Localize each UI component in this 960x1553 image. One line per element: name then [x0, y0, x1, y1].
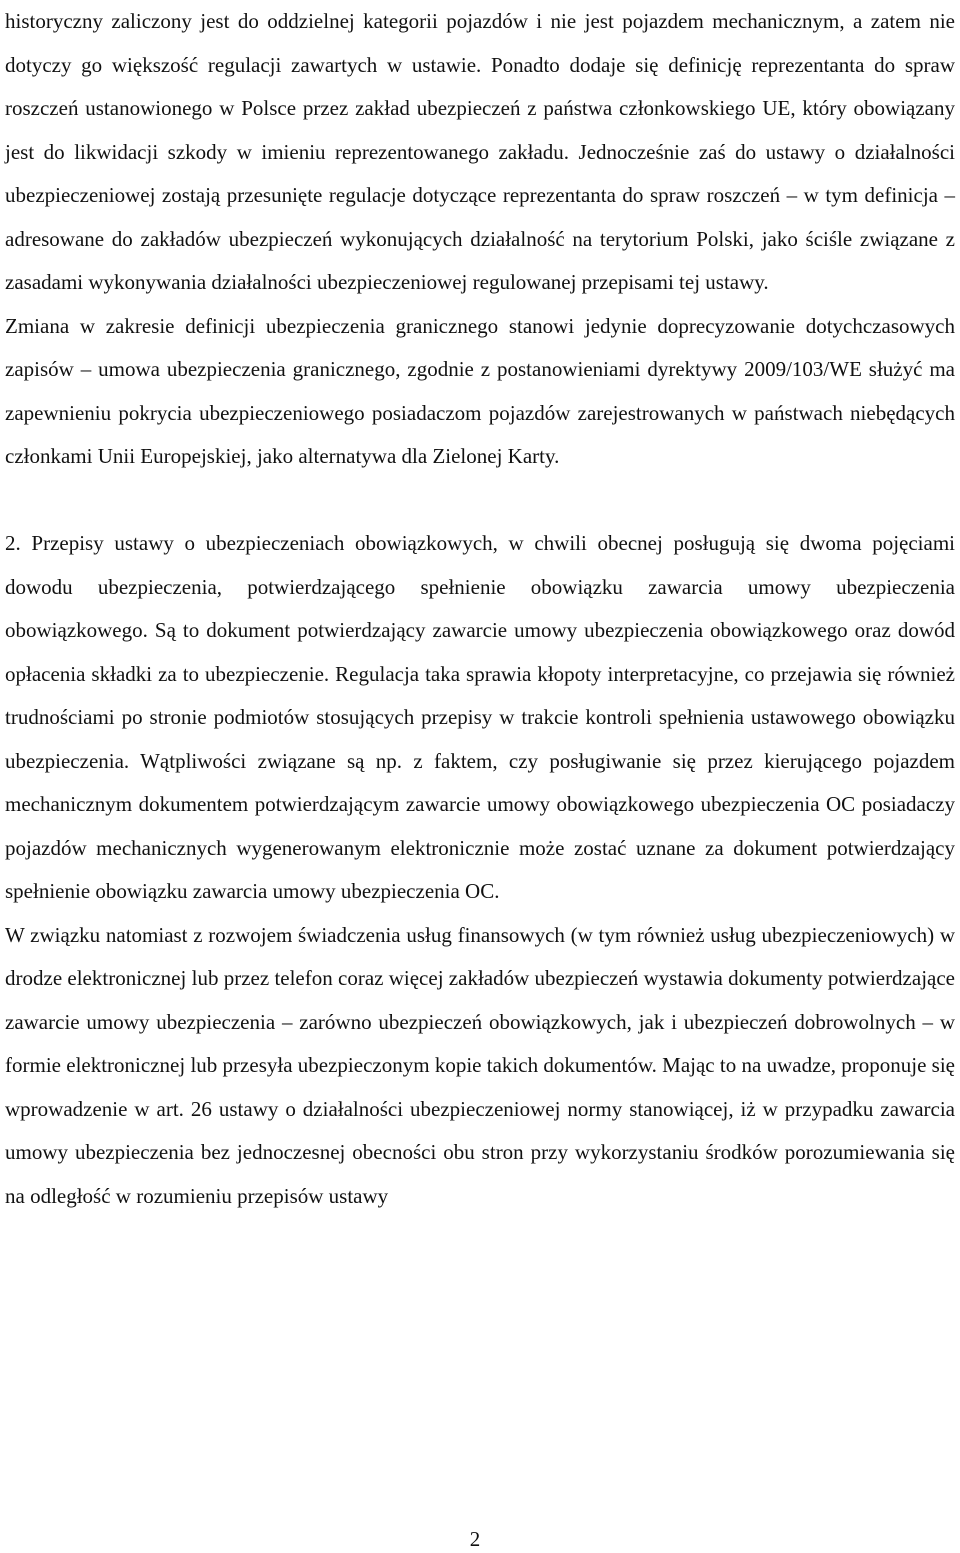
document-page	[5, 0, 955, 1553]
paragraph-gap	[5, 479, 955, 523]
paragraph-representative-definition: historyczny zaliczony jest do oddzielnej kategorii pojazdów i nie jest pojazdem mechanicznym, a zatem nie dotyczy go większość regulacji zawartych w ustawie. Ponadto dodaje się definicję reprezentanta do spraw roszczeń ustanowionego w Polsce przez zakład ubezpieczeń z państwa członkowskiego UE, który obowiązany jest do likwidacji szkody w imieniu reprezentowanego zakładu. Jednocześnie zaś do ustawy o działalności ubezpieczeniowej zostają przesunięte regulacje dotyczące reprezentanta do spraw roszczeń – w tym definicja – adresowane do zakładów ubezpieczeń wykonujących działalność na terytorium Polski, jako ściśle związane z zasadami wykonywania działalności ubezpieczeniowej regulowanej przepisami tej ustawy.	[5, 9, 955, 294]
paragraph-border-insurance: Zmiana w zakresie definicji ubezpieczenia granicznego stanowi jedynie doprecyzowanie dotychczasowych zapisów – umowa ubezpieczenia granicznego, zgodnie z postanowieniami dyrektywy 2009/103/WE służyć ma zapewnieniu pokrycia ubezpieczeniowego posiadaczom pojazdów zarejestrowanych w państwach niebędących członkami Unii Europejskiej, jako alternatywa dla Zielonej Karty.	[5, 313, 955, 468]
paragraph-electronic-documents: W związku natomiast z rozwojem świadczenia usług finansowych (w tym również usług ubezpieczeniowych) w drodze elektronicznej lub przez telefon coraz więcej zakładów ubezpieczeń wystawia dokumenty potwierdzające zawarcie umowy ubezpieczenia – zarówno ubezpieczeń obowiązkowych, jak i ubezpieczeń dobrowolnych – w formie elektronicznej lub przesyła ubezpieczonym kopie takich dokumentów. Mając to na uwadze, proponuje się wprowadzenie w art. 26 ustawy o działalności ubezpieczeniowej normy stanowiącej, iż w przypadku zawarcia umowy ubezpieczenia bez jednoczesnej obecności obu stron przy wykorzystaniu środków porozumiewania się na odległość w rozumieniu przepisów ustawy	[5, 922, 955, 1208]
page-number: 2	[469, 1527, 481, 1551]
paragraph-section-2: 2. Przepisy ustawy o ubezpieczeniach obowiązkowych, w chwili obecnej posługują się dwoma pojęciami dowodu ubezpieczenia, potwierdzającego spełnienie obowiązku zawarcia umowy ubezpieczenia obowiązkowego. Są to dokument potwierdzający zawarcie umowy ubezpieczenia obowiązkowego oraz dowód opłacenia składki za to ubezpieczenie. Regulacja taka sprawia kłopoty interpretacyjne, co przejawia się również trudnościami po stronie podmiotów stosujących przepisy w trakcie kontroli spełnienia ustawowego obowiązku ubezpieczenia. Wątpliwości związane są np. z faktem, czy posługiwanie się przez kierującego pojazdem mechanicznym dokumentem potwierdzającym zawarcie umowy obowiązkowego ubezpieczenia OC posiadaczy pojazdów mechanicznych wygenerowanym elektronicznie może zostać uznane za dokument potwierdzający spełnienie obowiązku zawarcia umowy ubezpieczenia OC.	[5, 531, 955, 903]
